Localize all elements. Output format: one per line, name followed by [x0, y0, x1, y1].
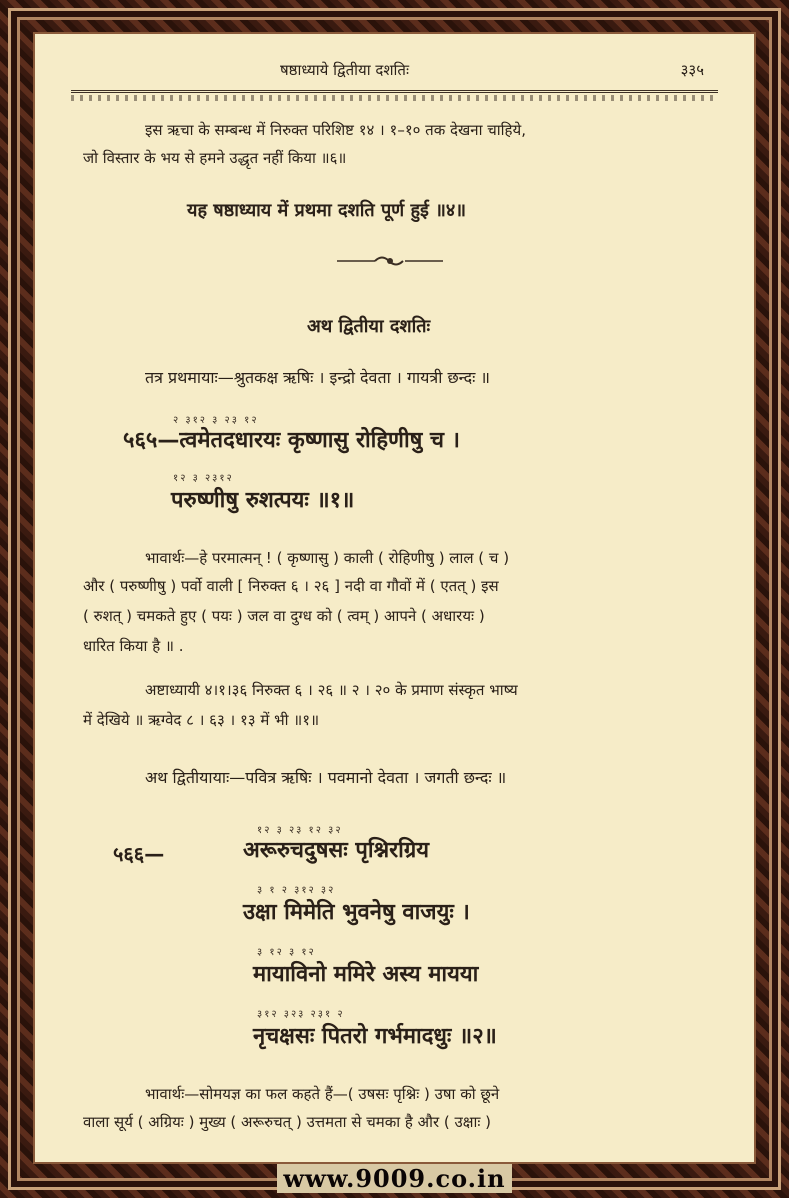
paragraph-line: इस ऋचा के सम्बन्ध में निरुक्त परिशिष्ट १४ । १–१० तक देखना चाहिये,: [145, 121, 526, 139]
page-header: [35, 60, 754, 84]
verse-line: नृचक्षसः पितरो गर्भमादधुः ॥२॥: [253, 1024, 497, 1049]
bhavartha-line: भावार्थः—हे परमात्मन् ! ( कृष्णासु ) काली ( रोहिणीषु ) लाल ( च ): [145, 549, 510, 567]
website-url[interactable]: www.9009.co.in: [277, 1164, 511, 1193]
verse-number: ५६६—: [113, 842, 165, 866]
verse-intro: अथ द्वितीयायाः—पवित्र ऋषिः । पवमानो देवता । जगती छन्दः ॥: [145, 768, 507, 787]
swirl-ornament: [335, 254, 445, 268]
website-footer: [0, 1164, 789, 1198]
page-number: ३३५: [680, 61, 704, 79]
verse-line: उक्षा मिमेति भुवनेषु वाजयुः ।: [243, 900, 470, 925]
verse-intro: तत्र प्रथमायाः—श्रुतकक्ष ऋषिः । इन्द्रो देवता । गायत्री छन्दः ॥: [145, 368, 491, 387]
accent-marks: १२ ३ २३१२: [173, 473, 234, 484]
bhavartha-line: भावार्थः—सोमयज्ञ का फल कहते हैं—( उषसः पृश्निः ) उषा को छूने: [145, 1085, 500, 1103]
section-heading: अथ द्वितीया दशतिः: [307, 316, 431, 337]
verse-line: ५६५—त्वमेतदधारयः कृष्णासु रोहिणीषु च ।: [123, 428, 460, 453]
verse-line: परुष्णीषु रुशत्पयः ॥१॥: [171, 488, 355, 513]
bhavartha-line: ( रुशत् ) चमकते हुए ( पयः ) जल वा दुग्ध को ( त्वम् ) आपने ( अधारयः ): [83, 607, 485, 625]
note-line: अष्टाध्यायी ४।१।३६ निरुक्त ६ । २६ ॥ २ । २० के प्रमाण संस्कृत भाष्य: [145, 681, 518, 699]
bhavartha-line: धारित किया है ॥ .: [83, 637, 184, 655]
bhavartha-line: और ( परुष्णीषु ) पर्वो वाली [ निरुक्त ६ । २६ ] नदी वा गौवों में ( एतत् ) इस: [83, 577, 499, 595]
ornamental-divider: [71, 90, 718, 103]
accent-marks: ३ १२ ३ १२: [257, 947, 316, 958]
accent-marks: ३१२ ३२३ २३१ २: [257, 1009, 345, 1020]
paragraph-line: जो विस्तार के भय से हमने उद्धृत नहीं किया ॥६॥: [83, 149, 347, 167]
verse-line: मायाविनो ममिरे अस्य मायया: [253, 962, 479, 987]
accent-marks: ३ १ २ ३१२ ३२: [257, 885, 336, 896]
verse-line: अरूरुचदुषसः पृश्निरग्रिय: [243, 838, 430, 863]
bhavartha-line: वाला सूर्य ( अग्रियः ) मुख्य ( अरूरुचत् ) उत्तमता से चमका है और ( उक्षाः ): [83, 1113, 492, 1131]
note-line: में देखिये ॥ ऋग्वेद ८ । ६३ । १३ में भी ॥१॥: [83, 711, 320, 729]
running-title: षष्ठाध्याये द्वितीया दशतिः: [280, 61, 410, 79]
document-page: [35, 34, 754, 1162]
accent-marks: १२ ३ २३ १२ ३२: [257, 825, 343, 836]
accent-marks: २ ३१२ ३ २३ १२: [173, 415, 259, 426]
section-end-heading: यह षष्ठाध्याय में प्रथमा दशति पूर्ण हुई ॥४॥: [187, 200, 467, 221]
